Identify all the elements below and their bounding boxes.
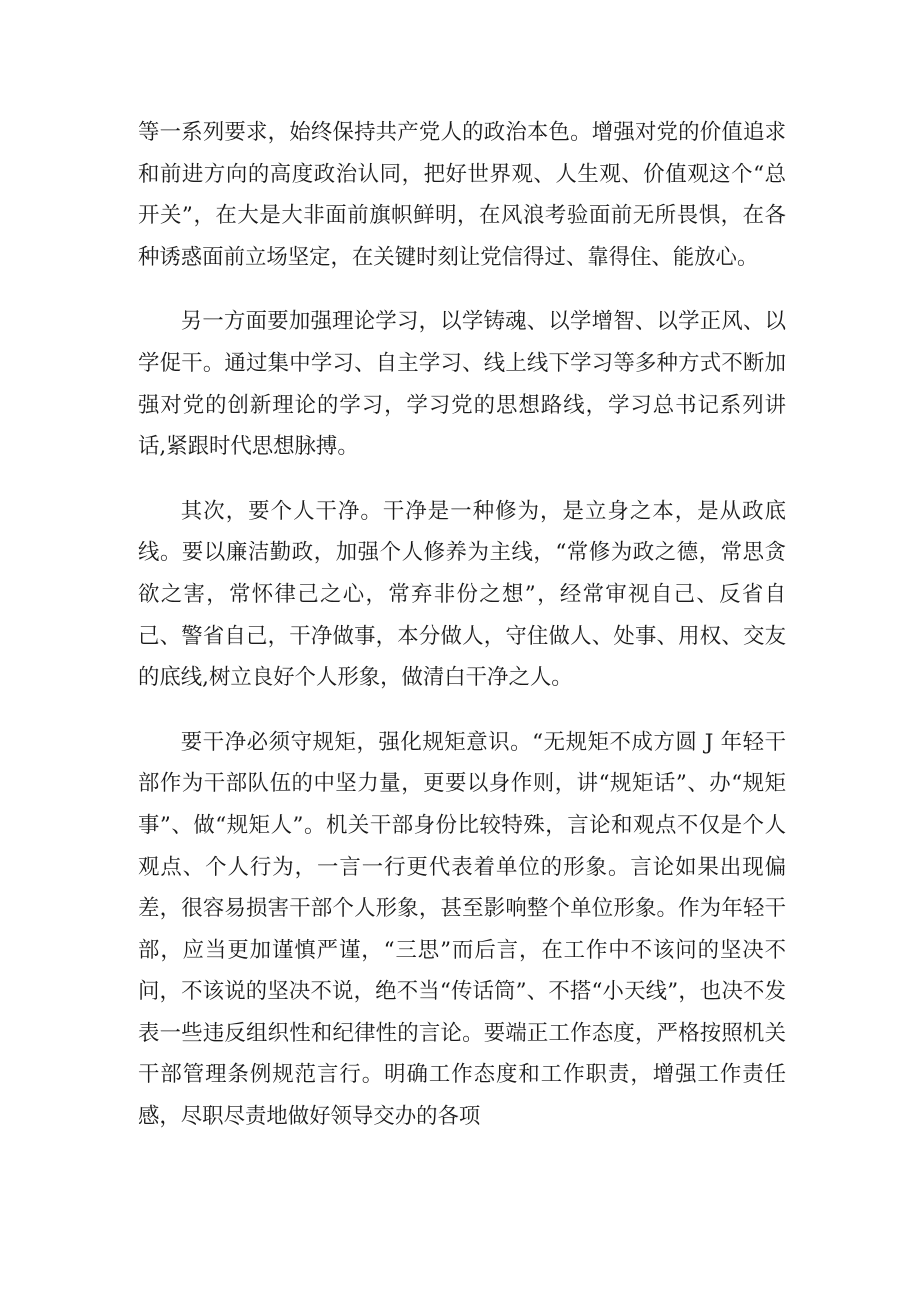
paragraph-2: 另一方面要加强理论学习，以学铸魂、以学增智、以学正风、以学促干。通过集中学习、自主学习、线上线下学习等多种方式不断加强对党的创新理论的学习，学习党的思想路线，学习总书记系列讲话,紧跟时代思想脉搏。 xyxy=(138,309,786,460)
paragraph-1: 等一系列要求，始终保持共产党人的政治本色。增强对党的价值追求和前进方向的高度政治认同，把好世界观、人生观、价值观这个“总开关”，在大是大非面前旗帜鲜明，在风浪考验面前无所畏惧，在各种诱惑面前立场坚定，在关键时刻让党信得过、靠得住、能放心。 xyxy=(138,120,786,270)
paragraph-4: 要干净必须守规矩，强化规矩意识。“无规矩不成方圆 J 年轻干部作为干部队伍的中坚力量，更要以身作则，讲“规矩话”、办“规矩事”、做“规矩人”。机关干部身份比较特殊，言论和观点不仅是个人观点、个人行为，一言一行更代表着单位的形象。言论如果出现偏差，很容易损害干部个人形象，甚至影响整个单位形象。作为年轻干部，应当更加谨慎严谨，“三思”而后言，在工作中不该问的坚决不问，不该说的坚决不说，绝不当“传话筒”、不搭“小天线”，也决不发表一些违反组织性和纪律性的言论。要端正工作态度，严格按照机关干部管理条例规范言行。明确工作态度和工作职责，增强工作责任感，尽职尽责地做好领导交办的各项 xyxy=(138,729,786,1130)
paragraph-3: 其次，要个人干净。干净是一种修为，是立身之本，是从政底线。要以廉洁勤政，加强个人修养为主线，“常修为政之德，常思贪欲之害，常怀律己之心，常弃非份之想”，经常审视自己、反省自己、警省自己，干净做事，本分做人，守住做人、处事、用权、交友的底线,树立良好个人形象，做清白干净之人。 xyxy=(138,498,786,691)
document-body xyxy=(138,112,786,1161)
